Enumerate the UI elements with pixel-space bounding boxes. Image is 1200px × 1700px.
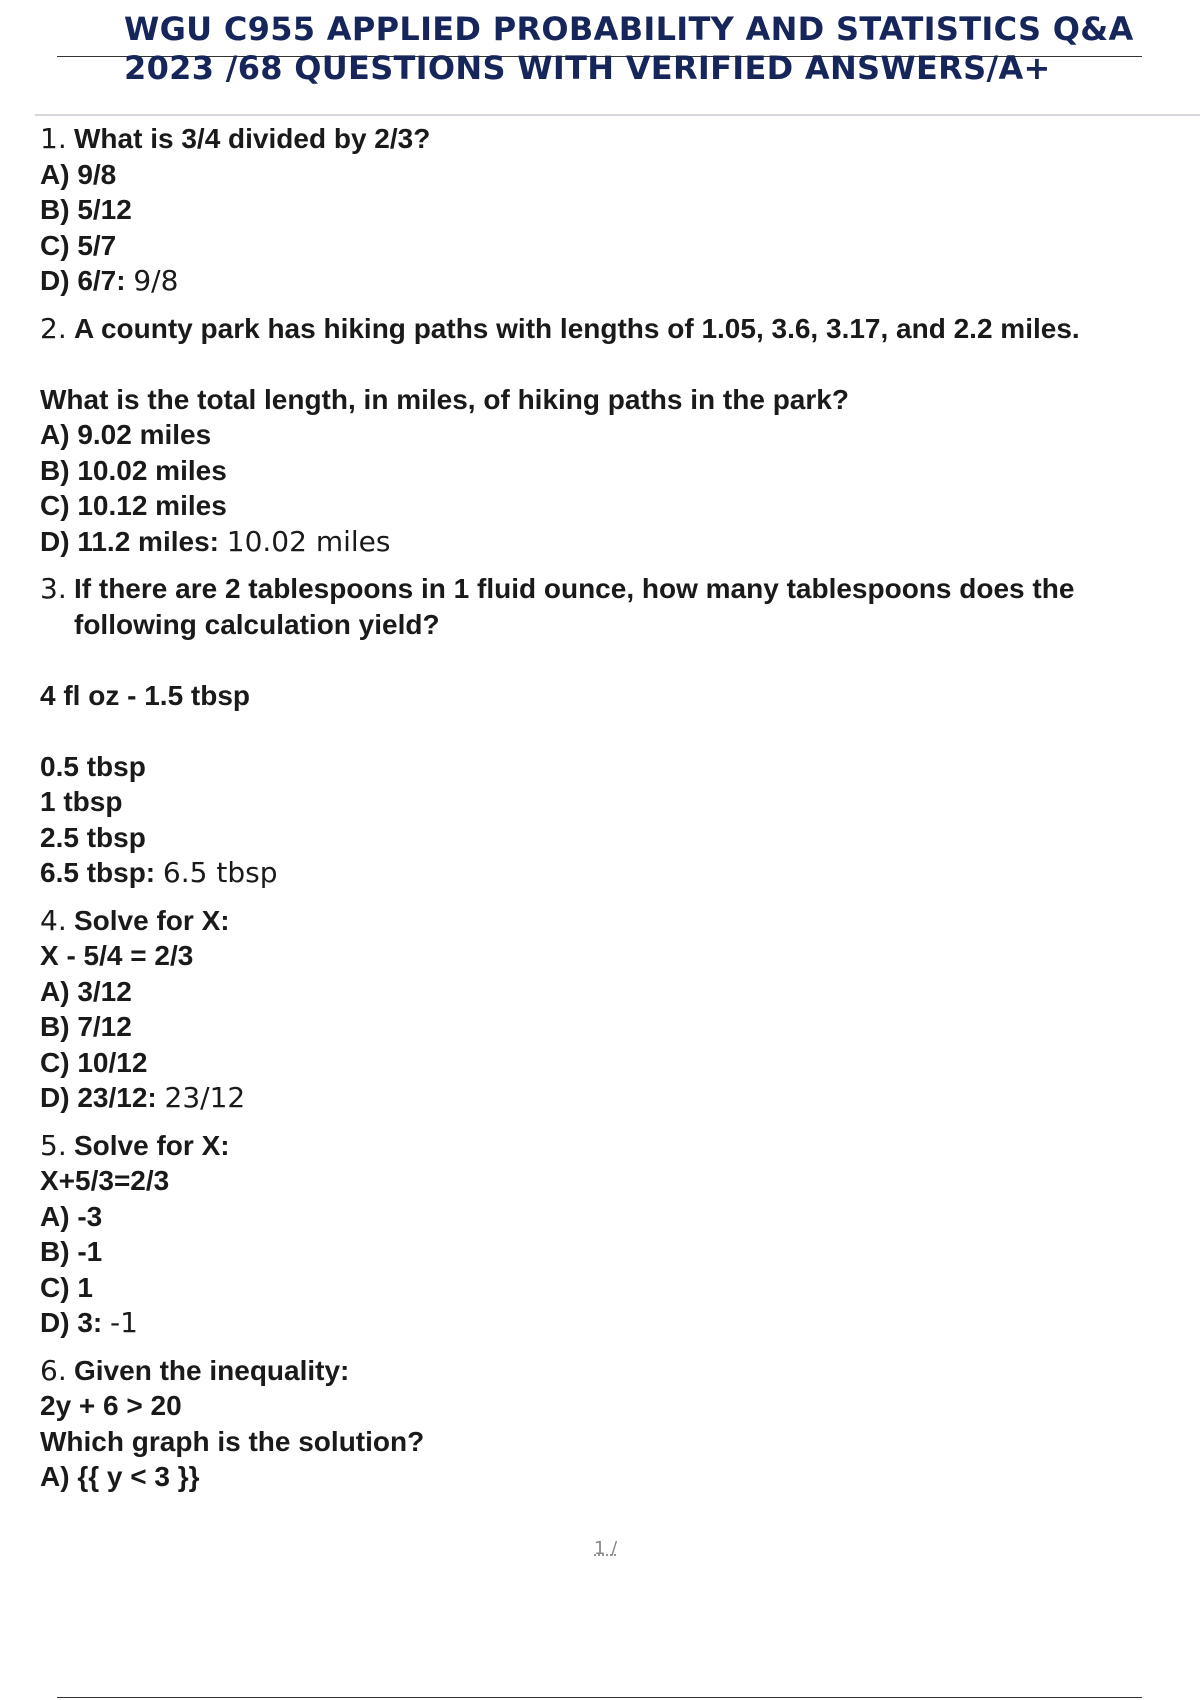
document-header xyxy=(0,0,1200,116)
question-line: C) 5/7 xyxy=(40,229,117,261)
question-number: 1. xyxy=(40,122,67,155)
question-list xyxy=(40,121,1170,1495)
question-line: A) {{ y < 3 }} xyxy=(40,1461,200,1492)
question-5 xyxy=(40,1128,1170,1341)
question-number: 5. xyxy=(40,1128,67,1162)
question-4 xyxy=(40,903,1170,1116)
question-number: 6. xyxy=(40,1353,67,1387)
question-line: What is the total length, in miles, of hiking paths in the park? xyxy=(40,383,849,415)
question-line: A) 9.02 miles xyxy=(40,419,212,450)
question-line: B) 7/12 xyxy=(40,1011,132,1042)
question-stem: If there are 2 tablespoons in 1 fluid ounce, how many tablespoons does the following calculation yield? xyxy=(74,573,1075,640)
question-stem-row xyxy=(40,903,1170,939)
page-number: 1 / xyxy=(594,1538,618,1559)
question-line: 4 fl oz - 1.5 tbsp xyxy=(40,679,251,711)
question-line: X+5/3=2/3 xyxy=(40,1165,170,1196)
question-1 xyxy=(40,121,1170,299)
final-option-line xyxy=(40,855,1170,891)
question-6 xyxy=(40,1353,1170,1495)
question-line: C) 10/12 xyxy=(40,1046,148,1078)
footer-rule xyxy=(57,1697,1142,1698)
final-option-text: D) 11.2 miles: xyxy=(40,525,219,557)
question-number: 2. xyxy=(40,311,67,345)
question-line: B) -1 xyxy=(40,1236,103,1267)
question-3 xyxy=(40,571,1170,891)
question-line: X - 5/4 = 2/3 xyxy=(40,940,194,971)
blank-line xyxy=(40,642,1170,678)
answer-text: 23/12 xyxy=(164,1081,246,1114)
question-line: C) 10.12 miles xyxy=(40,490,227,521)
question-line: B) 10.02 miles xyxy=(40,454,227,486)
header-bottom-rule xyxy=(35,114,1200,116)
answer-text: -1 xyxy=(110,1306,138,1339)
final-option-line xyxy=(40,263,1170,299)
final-option-text: D) 3: xyxy=(40,1307,103,1338)
final-option-line xyxy=(40,524,1170,560)
question-line: 0.5 tbsp xyxy=(40,750,146,782)
question-stem: Solve for X: xyxy=(74,1129,230,1161)
answer-text: 6.5 tbsp xyxy=(162,856,278,889)
answer-text: 10.02 miles xyxy=(226,524,391,558)
question-line: 2y + 6 > 20 xyxy=(40,1390,182,1421)
question-number: 3. xyxy=(40,572,67,605)
question-line: 1 tbsp xyxy=(40,786,123,817)
question-stem-row xyxy=(40,1353,1170,1389)
final-option-text: 6.5 tbsp: xyxy=(40,857,156,888)
question-stem: Solve for X: xyxy=(74,904,230,936)
blank-line xyxy=(40,346,1170,382)
final-option-text: D) 6/7: xyxy=(40,265,126,296)
question-stem: A county park has hiking paths with lengths of 1.05, 3.6, 3.17, and 2.2 miles. xyxy=(74,312,1080,344)
final-option-text: D) 23/12: xyxy=(40,1082,157,1113)
question-stem: What is 3/4 divided by 2/3? xyxy=(74,123,431,154)
question-line: B) 5/12 xyxy=(40,194,132,225)
question-line: 2.5 tbsp xyxy=(40,821,146,853)
question-line: A) 3/12 xyxy=(40,975,132,1007)
question-2 xyxy=(40,311,1170,560)
question-stem: Given the inequality: xyxy=(74,1354,350,1386)
answer-text: 9/8 xyxy=(133,264,179,297)
blank-line xyxy=(40,713,1170,749)
question-stem-row xyxy=(40,571,1170,642)
question-stem-row xyxy=(40,121,1170,157)
document-title: WGU C955 APPLIED PROBABILITY AND STATISTICS Q&A 2023 /68 QUESTIONS WITH VERIFIED ANSWERS/A+ xyxy=(124,10,1134,87)
question-line: C) 1 xyxy=(40,1271,93,1303)
question-line: A) -3 xyxy=(40,1200,103,1232)
question-line: Which graph is the solution? xyxy=(40,1425,425,1457)
question-stem-row xyxy=(40,1128,1170,1164)
final-option-line xyxy=(40,1305,1170,1341)
question-stem-row xyxy=(40,311,1170,347)
final-option-line xyxy=(40,1080,1170,1116)
question-number: 4. xyxy=(40,903,67,937)
question-line: A) 9/8 xyxy=(40,158,117,190)
